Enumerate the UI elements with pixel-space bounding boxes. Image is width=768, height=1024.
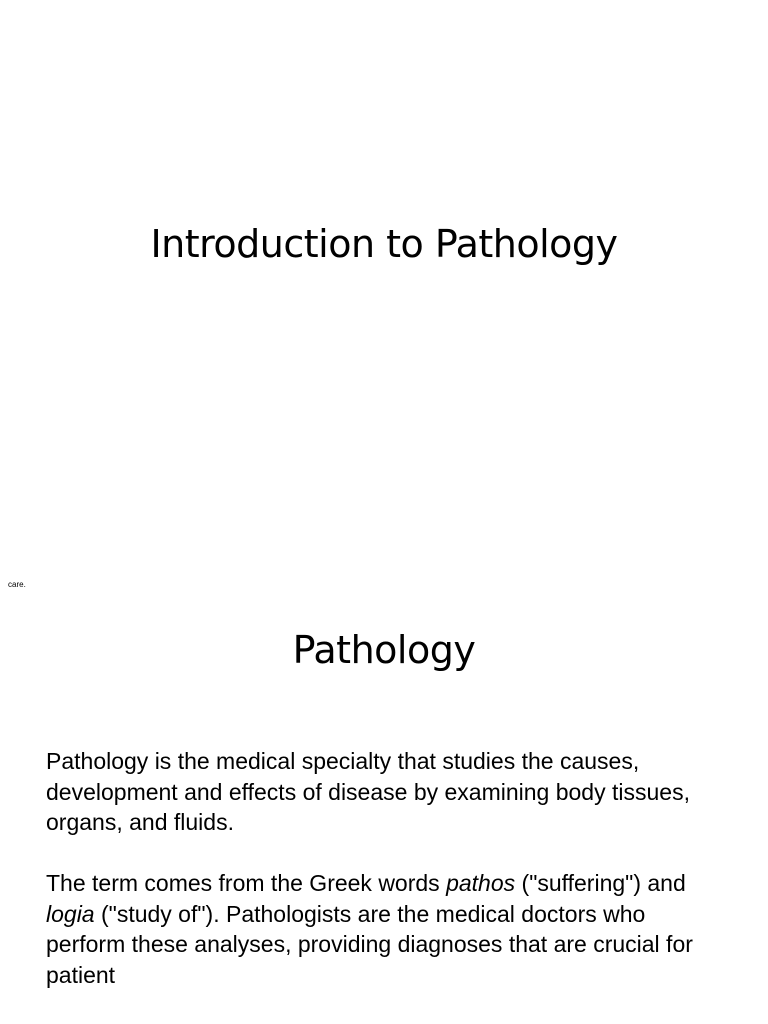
note-fragment: care.	[8, 580, 26, 589]
slide-body	[46, 746, 726, 1021]
etymology-text-2: ("suffering") and	[515, 870, 686, 896]
body-paragraph-definition: Pathology is the medical specialty that studies the causes, development and effects of disease by examining body tissues, organs, and fluids.	[46, 748, 690, 835]
slide-heading: Pathology	[292, 628, 476, 672]
body-paragraph-etymology	[46, 868, 726, 990]
greek-term-logia: logia	[46, 900, 95, 927]
content-slide	[0, 576, 768, 1024]
etymology-text-3: ("study of"). Pathologists are the medical doctors who perform these analyses, providing diagnoses that are crucial for patient	[46, 900, 693, 988]
greek-term-pathos: pathos	[446, 870, 516, 896]
slide-title: Introduction to Pathology	[150, 222, 618, 266]
etymology-text-1: The term comes from the Greek words	[46, 870, 447, 896]
